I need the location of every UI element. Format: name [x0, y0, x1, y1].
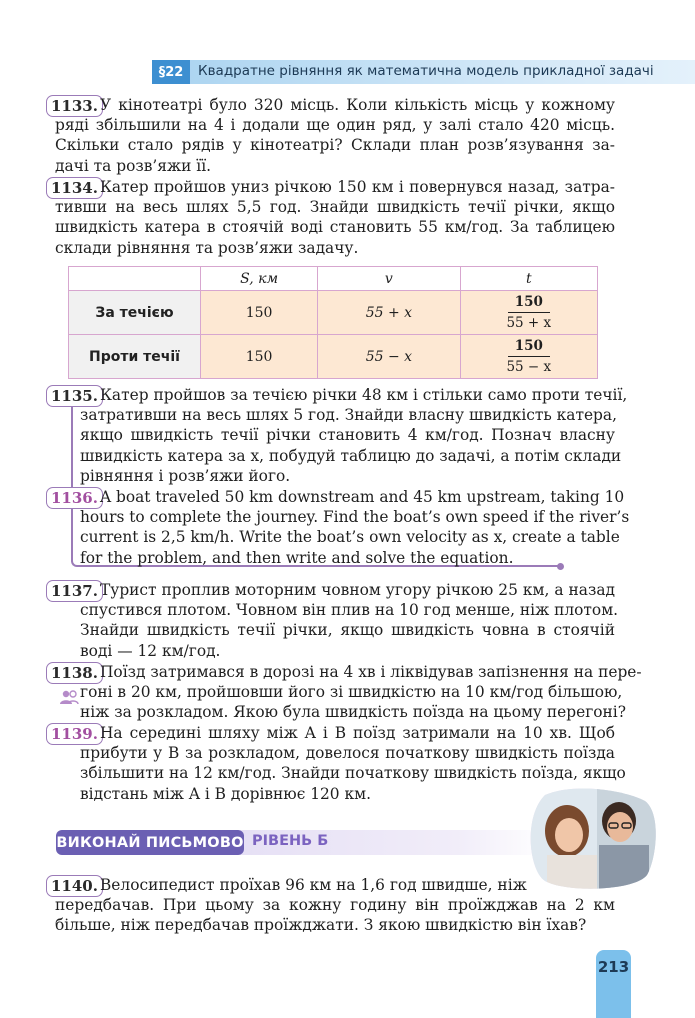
- problem-line: A boat traveled 50 km downstream and 45 km upstream, taking 10: [100, 488, 625, 506]
- problem-line: На середині шляху між A і B поїзд затримали на 10 хв. Щоб: [100, 724, 615, 742]
- problem-line: рівняння і розв’яжи його.: [80, 466, 291, 485]
- table-row: [69, 335, 598, 379]
- problem-line: спустився плотом. Човном він плив на 10 год менше, ніж плотом.: [80, 601, 619, 620]
- problem-line: hours to complete the journey. Find the boat’s own speed if the river’s: [80, 508, 630, 527]
- problem-text-1138: [80, 662, 642, 723]
- problem-line: Турист проплив моторним човном угору річкою 25 км, а назад: [100, 581, 615, 599]
- table-cell: 55 + x: [318, 291, 460, 335]
- problem-line: більше, ніж передбачав проїжджати. З якою швидкістю він їхав?: [55, 916, 587, 935]
- table-cell: 150: [201, 335, 318, 379]
- problem-line: Знайди швидкість течії річки, якщо швидкість човна в стоячій: [80, 621, 615, 640]
- table-cell: [460, 335, 597, 379]
- problem-line: for the problem, and then write and solve the equation.: [80, 548, 514, 567]
- problem-line: тивши на весь шлях 5,5 год. Знайди швидкість течії річки, якщо: [55, 198, 615, 217]
- row-label: За течією: [69, 291, 201, 335]
- speed-table: [68, 266, 598, 379]
- pair-work-icon: [58, 689, 80, 705]
- problem-number-1139: 1139.: [46, 723, 103, 745]
- problem-line: передбачав. При цьому за кожну годину він проїжджав на 2 км: [55, 896, 615, 915]
- fraction-bar: [508, 312, 550, 313]
- fraction-denominator: 55 + x: [506, 315, 552, 332]
- problem-line: Катер пройшов униз річкою 150 км і повернувся назад, затра-: [100, 178, 615, 196]
- fraction-denominator: 55 − x: [506, 359, 552, 376]
- problem-line: якщо швидкість течії річки становить 4 км/год. Познач власну: [80, 426, 615, 445]
- row-label: Проти течії: [69, 335, 201, 379]
- table-row: [69, 291, 598, 335]
- problem-text-1136: [80, 487, 630, 568]
- level-label: РІВЕНЬ Б: [252, 833, 329, 849]
- problem-number-1134: 1134.: [46, 177, 103, 199]
- problem-text-1135: [80, 385, 628, 486]
- problem-number-1136: 1136.: [46, 487, 103, 509]
- problem-line: У кінотеатрі було 320 місць. Коли кількість місць у кожному: [100, 96, 615, 114]
- problem-line: швидкість катера за x, побудуй таблицю до задачі, а потім склади: [80, 446, 622, 465]
- problem-number-1138: 1138.: [46, 662, 103, 684]
- problem-line: воді — 12 км/год.: [80, 641, 221, 660]
- problem-line: дачі та розв’яжи її.: [55, 156, 212, 175]
- problem-line: ніж за розкладом. Якою була швидкість поїзда на цьому перегоні?: [80, 703, 626, 722]
- fraction: [506, 338, 551, 375]
- table-cell: [460, 291, 597, 335]
- problem-line: Скільки стало рядів у кінотеатрі? Склади план розв’язування за-: [55, 136, 615, 155]
- fraction: [506, 294, 551, 331]
- table-header-row: [69, 267, 598, 291]
- problem-line: затративши на весь шлях 5 год. Знайди власну швидкість катера,: [80, 406, 617, 425]
- problem-line: збільшити на 12 км/год. Знайди початкову швидкість поїзда, якщо: [80, 764, 626, 783]
- section-badge: §22: [152, 60, 190, 84]
- problem-number-1137: 1137.: [46, 580, 103, 602]
- table-cell: 150: [201, 291, 318, 335]
- problem-line: ряді збільшили на 4 і додали ще один ряд, у залі стало 420 місць.: [55, 116, 615, 135]
- problem-line: прибути у B за розкладом, довелося початкову швидкість поїзда: [80, 744, 615, 763]
- table-header-cell: [69, 267, 201, 291]
- table-cell: 55 − x: [318, 335, 460, 379]
- problem-line: склади рівняння та розв’яжи задачу.: [55, 238, 359, 257]
- problem-line: Катер пройшов за течією річки 48 км і стільки само проти течії,: [100, 386, 628, 404]
- table-header-cell: v: [318, 267, 460, 291]
- problem-number-1140: 1140.: [46, 875, 103, 897]
- fraction-numerator: 150: [514, 337, 543, 354]
- problem-line: відстань між A і B дорівнює 120 км.: [80, 784, 371, 803]
- table-header-cell: t: [460, 267, 597, 291]
- problem-line: current is 2,5 km/h. Write the boat’s own velocity as x, create a table: [80, 528, 620, 547]
- problem-line: гоні в 20 км, пройшовши його зі швидкістю на 10 км/год більшою,: [80, 683, 623, 702]
- problem-line: швидкість катера в стоячій воді становить 55 км/год. За таблицею: [55, 218, 615, 237]
- page-number: 213: [597, 958, 630, 976]
- problem-number-1135: 1135.: [46, 385, 103, 407]
- fraction-bar: [508, 356, 550, 357]
- fraction-numerator: 150: [514, 293, 543, 310]
- problem-line: Велосипедист проїхав 96 км на 1,6 год швидше, ніж: [100, 876, 527, 894]
- page-title: Квадратне рівняння як математична модель прикладної задачі: [198, 63, 654, 79]
- problem-text-1137: [80, 580, 619, 661]
- table-header-cell: S, км: [201, 267, 318, 291]
- problem-number-1133: 1133.: [46, 95, 103, 117]
- section-badge-written: ВИКОНАЙ ПИСЬМОВО: [56, 830, 244, 855]
- problem-line: Поїзд затримався в дорозі на 4 хв і ліквідував запізнення на пере-: [100, 663, 642, 681]
